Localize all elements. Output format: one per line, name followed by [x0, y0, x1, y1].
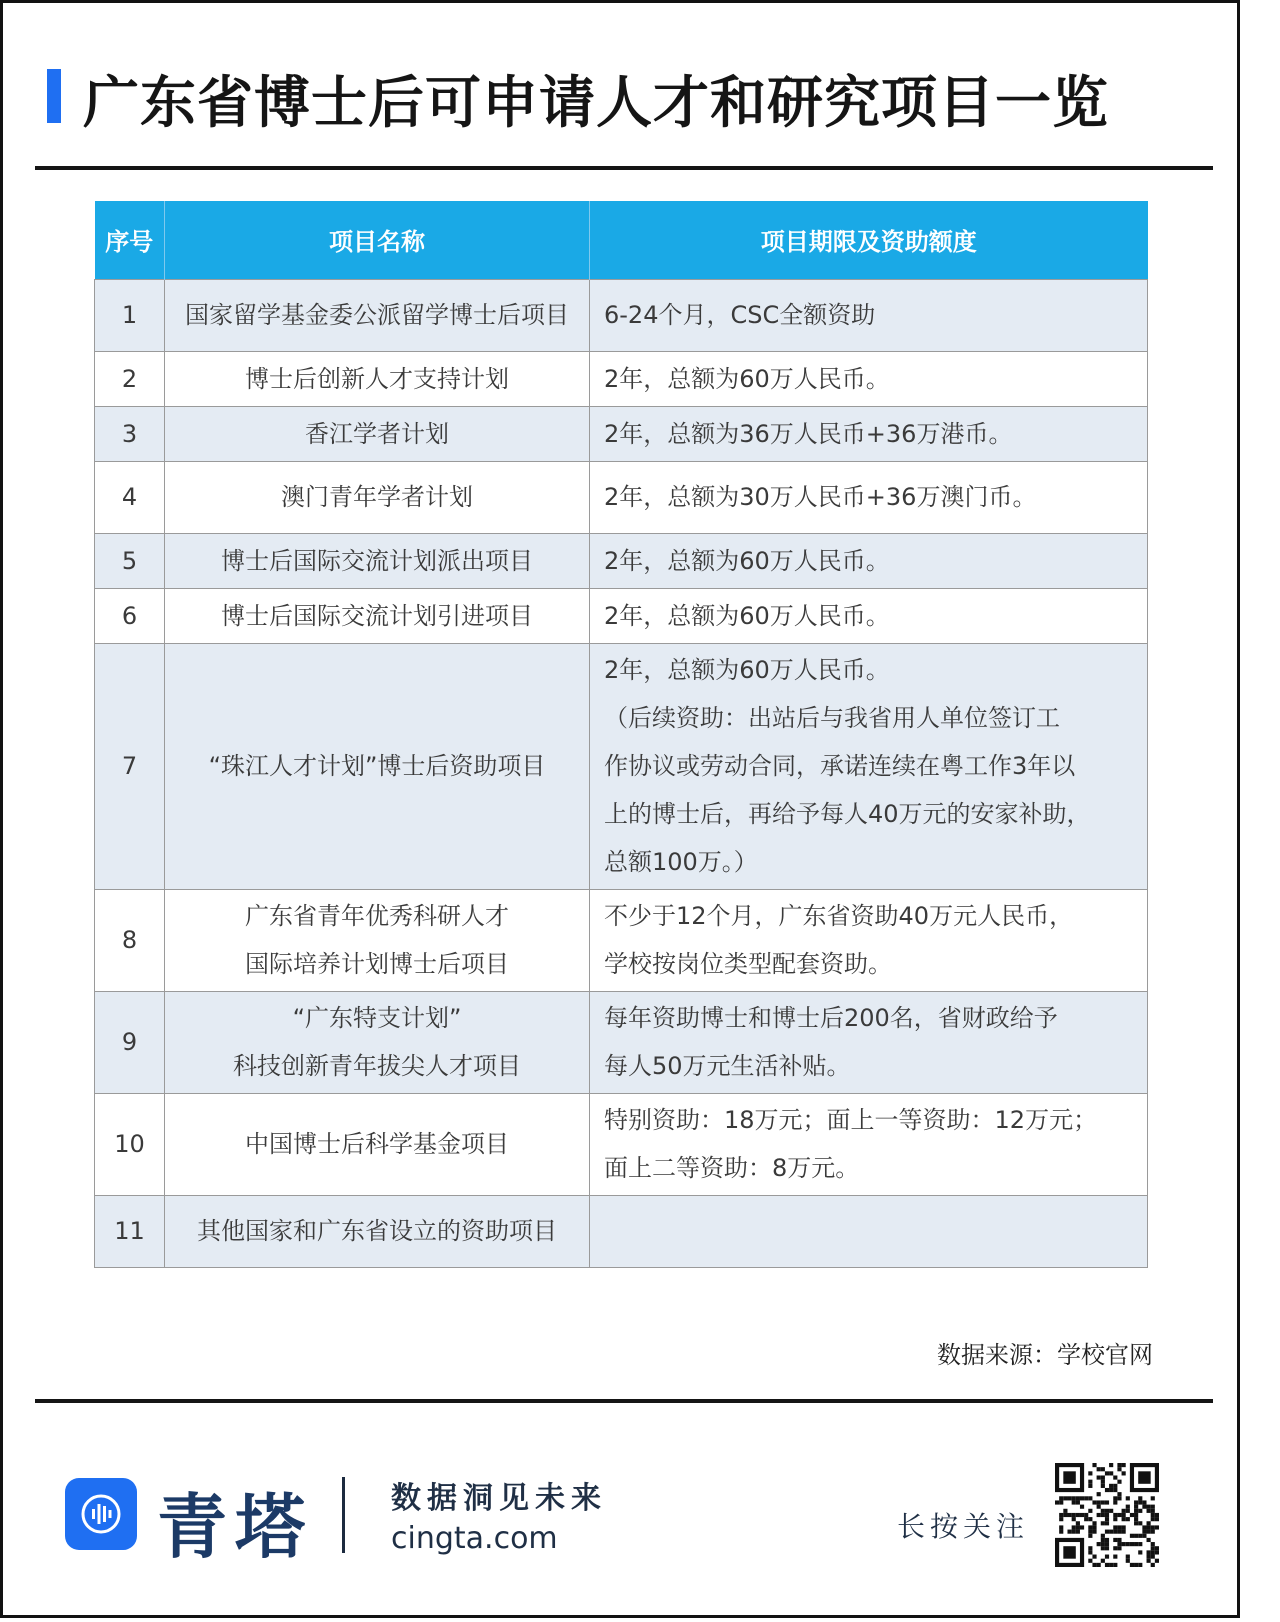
row-term-line: 总额100万。） [604, 848, 758, 876]
brand-divider [342, 1477, 345, 1553]
header-name: 项目名称 [165, 201, 590, 279]
row-name-line: 博士后国际交流计划派出项目 [221, 546, 533, 575]
row-no: 8 [95, 889, 165, 991]
brand-site-link[interactable]: cingta.com [391, 1521, 558, 1556]
title-accent-bar [47, 69, 61, 123]
cingta-logo-icon [65, 1478, 137, 1550]
row-name [165, 279, 590, 351]
row-term [590, 461, 1148, 533]
header-no: 序号 [95, 201, 165, 279]
top-divider [35, 166, 1213, 170]
table-row [95, 279, 1148, 351]
row-name [165, 406, 590, 461]
row-term [590, 889, 1148, 991]
row-no: 9 [95, 991, 165, 1093]
row-name [165, 588, 590, 643]
row-term [590, 588, 1148, 643]
row-term-line: 2年，总额为36万人民币+36万港币。 [604, 419, 1013, 448]
table-header-row [95, 201, 1148, 279]
brand-slogan: 数据洞见未来 [391, 1481, 607, 1516]
row-name-line: 其他国家和广东省设立的资助项目 [197, 1217, 557, 1245]
page-title: 广东省博士后可申请人才和研究项目一览 [83, 71, 1109, 136]
row-name [165, 1093, 590, 1195]
brand-name: 青塔 [157, 1485, 313, 1568]
qr-code-icon[interactable] [1055, 1463, 1159, 1567]
row-name-line: 中国博士后科学基金项目 [245, 1130, 509, 1158]
row-name [165, 1195, 590, 1267]
header-term: 项目期限及资助额度 [590, 201, 1148, 279]
row-term [590, 1093, 1148, 1195]
table-row [95, 643, 1148, 889]
row-no: 11 [95, 1195, 165, 1267]
row-no: 7 [95, 643, 165, 889]
row-term-line: 每人50万元生活补贴。 [604, 1052, 851, 1080]
row-no: 2 [95, 351, 165, 406]
row-no: 3 [95, 406, 165, 461]
row-term-line: 不少于12个月，广东省资助40万元人民币， [604, 902, 1074, 930]
row-name-line: 国际培养计划博士后项目 [245, 950, 509, 978]
row-term-line: 作协议或劳动合同，承诺连续在粤工作3年以 [604, 752, 1076, 780]
row-name-line: 国家留学基金委公派留学博士后项目 [185, 301, 569, 329]
row-term-line: 面上二等资助：8万元。 [604, 1154, 860, 1182]
row-term-line: 学校按岗位类型配套资助。 [604, 950, 892, 978]
row-name-line: 澳门青年学者计划 [281, 483, 473, 511]
row-term-line: 2年，总额为60万人民币。 [604, 656, 890, 684]
row-name [165, 889, 590, 991]
row-name [165, 991, 590, 1093]
row-term [590, 351, 1148, 406]
row-term-line: 2年，总额为60万人民币。 [604, 601, 890, 630]
row-term [590, 991, 1148, 1093]
row-term-line: 6-24个月，CSC全额资助 [604, 301, 876, 329]
row-no: 4 [95, 461, 165, 533]
row-term [590, 643, 1148, 889]
row-no: 1 [95, 279, 165, 351]
table-row [95, 588, 1148, 643]
table-row [95, 533, 1148, 588]
row-term [590, 279, 1148, 351]
table-row [95, 461, 1148, 533]
row-name-line: “珠江人才计划”博士后资助项目 [208, 752, 546, 780]
row-name-line: 香江学者计划 [305, 419, 449, 448]
table-row [95, 1195, 1148, 1267]
row-term-line: 2年，总额为60万人民币。 [604, 546, 890, 575]
row-term-line: 特别资助：18万元；面上一等资助：12万元； [604, 1106, 1098, 1134]
table-row [95, 351, 1148, 406]
bottom-divider [35, 1399, 1213, 1403]
follow-hint: 长按关注 [897, 1510, 1030, 1543]
row-name [165, 351, 590, 406]
row-no: 10 [95, 1093, 165, 1195]
row-term-line: 上的博士后，再给予每人40万元的安家补助， [604, 800, 1091, 828]
row-name [165, 461, 590, 533]
row-name-line: “广东特支计划” [292, 1004, 462, 1032]
row-term [590, 1195, 1148, 1267]
row-no: 5 [95, 533, 165, 588]
row-name-line: 博士后创新人才支持计划 [245, 364, 509, 393]
row-name-line: 科技创新青年拔尖人才项目 [233, 1052, 521, 1080]
row-term [590, 533, 1148, 588]
table-row [95, 406, 1148, 461]
table-body [95, 279, 1148, 1267]
row-term-line: 2年，总额为30万人民币+36万澳门币。 [604, 483, 1037, 511]
row-name [165, 643, 590, 889]
table-row [95, 1093, 1148, 1195]
table-row [95, 991, 1148, 1093]
row-term [590, 406, 1148, 461]
table-row [95, 889, 1148, 991]
row-term-line: （后续资助：出站后与我省用人单位签订工 [604, 704, 1060, 732]
row-term-line: 2年，总额为60万人民币。 [604, 364, 890, 393]
data-source: 数据来源：学校官网 [937, 1341, 1153, 1369]
projects-table [94, 201, 1148, 1268]
row-name-line: 博士后国际交流计划引进项目 [221, 601, 533, 630]
row-name [165, 533, 590, 588]
row-term-line: 每年资助博士和博士后200名，省财政给予 [604, 1004, 1058, 1032]
row-name-line: 广东省青年优秀科研人才 [245, 902, 509, 930]
row-no: 6 [95, 588, 165, 643]
